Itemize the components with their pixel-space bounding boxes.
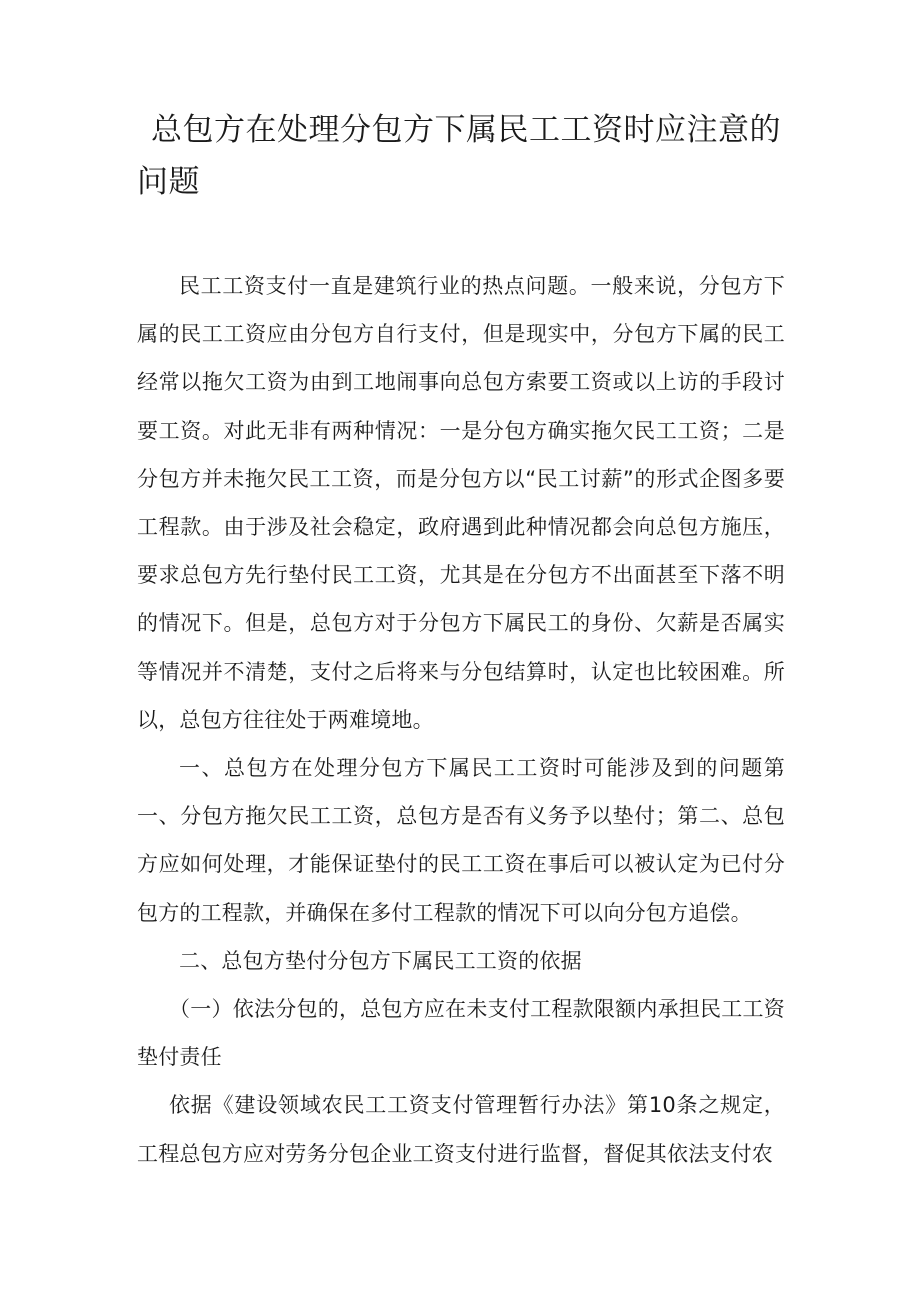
document-title: 总包方在处理分包方下属民工工资时应注意的问题: [137, 112, 781, 200]
paragraph-section-1: 一、总包方在处理分包方下属民工工资时可能涉及到的问题第一、分包方拖欠民工工资，总包方是否有义务予以垫付；第二、总包方应如何处理，才能保证垫付的民工工资在事后可以被认定为已付分包方的工程款，并确保在多付工程款的情况下可以向分包方追偿。: [137, 756, 785, 925]
document-body: [137, 262, 785, 1178]
paragraph-intro: 民工工资支付一直是建筑行业的热点问题。一般来说，分包方下属的民工工资应由分包方自行支付，但是现实中，分包方下属的民工经常以拖欠工资为由到工地闹事向总包方索要工资或以上访的手段讨要工资。对此无非有两种情况：一是分包方确实拖欠民工工资；二是分包方并未拖欠民工工资，而是分包方以“民工讨薪”的形式企图多要工程款。由于涉及社会稳定，政府遇到此种情况都会向总包方施压，要求总包方先行垫付民工工资，尤其是在分包方不出面甚至下落不明的情况下。但是，总包方对于分包方下属民工的身份、欠薪是否属实等情况并不清楚，支付之后将来与分包结算时，认定也比较困难。所以，总包方往往处于两难境地。: [137, 274, 785, 732]
paragraph-section-2-heading: 二、总包方垫付分包方下属民工工资的依据: [179, 948, 582, 973]
paragraph-subsection-1-heading: （一）依法分包的，总包方应在未支付工程款限额内承担民工工资垫付责任: [137, 997, 785, 1070]
paragraph-legal-basis: 依据《建设领域农民工工资支付管理暂行办法》第10条之规定，工程总包方应对劳务分包企业工资支付进行监督，督促其依法支付农: [137, 1093, 785, 1166]
